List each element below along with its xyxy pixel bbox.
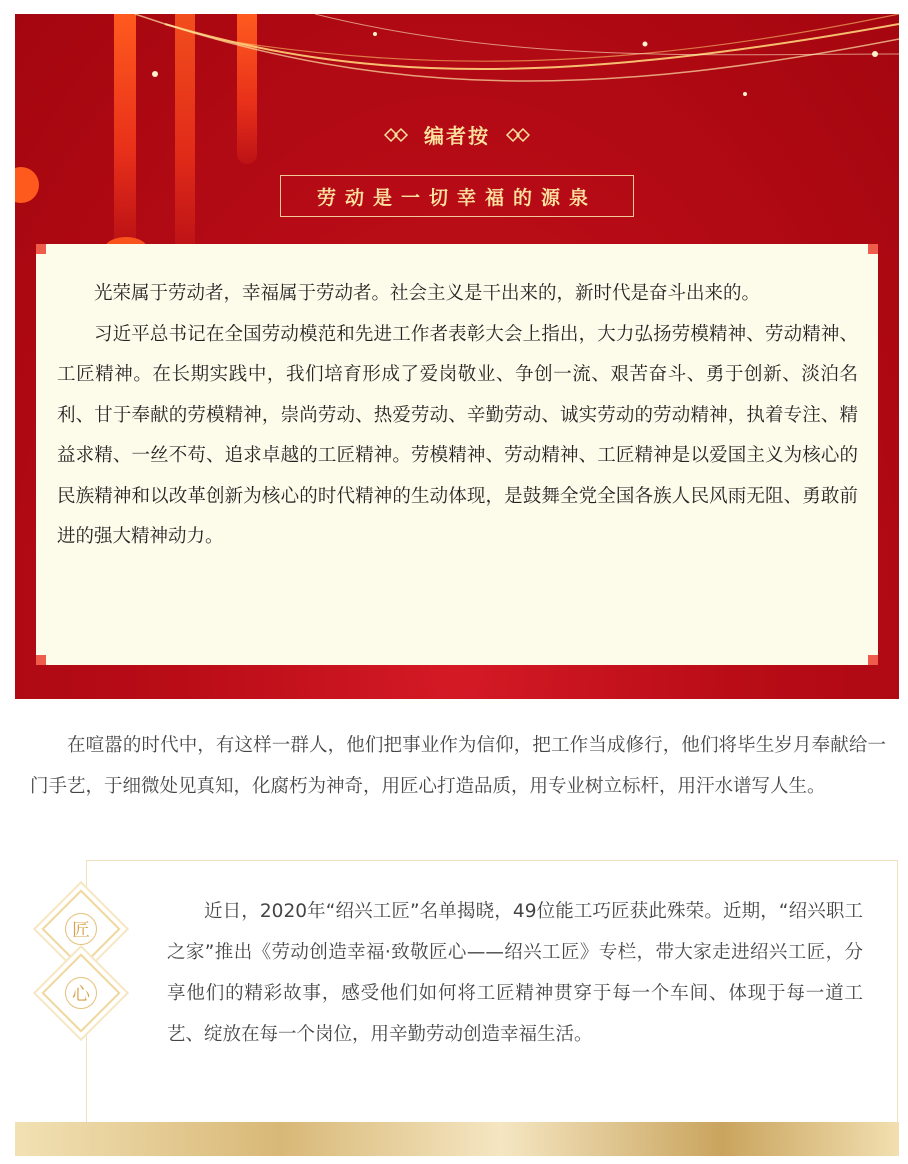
- craftsman-box: [86, 860, 898, 1130]
- header-banner: [15, 14, 899, 699]
- card-corner: [36, 244, 46, 254]
- editor-paragraph: 习近平总书记在全国劳动模范和先进工作者表彰大会上指出，大力弘扬劳模精神、劳动精神、工匠精神。在长期实践中，我们培育形成了爱岗敬业、争创一流、艰苦奋斗、勇于创新、淡泊名利、甘于奉献的劳模精神，崇尚劳动、热爱劳动、辛勤劳动、诚实劳动的劳动精神，执着专注、精益求精、一丝不苟、追求卓越的工匠精神。劳模精神、劳动精神、工匠精神是以爱国主义为核心的民族精神和以改革创新为核心的时代精神的生动体现，是鼓舞全党全国各族人民风雨无阻、勇敢前进的强大精神动力。: [57, 323, 858, 547]
- gold-footer-bar: [15, 1122, 899, 1156]
- intro-paragraph: 在喧嚣的时代中，有这样一群人，他们把事业作为信仰，把工作当成修行，他们将毕生岁月奉献给一门手艺，于细微处见真知，化腐朽为神奇，用匠心打造品质，用专业树立标杆，用汗水谱写人生。: [30, 735, 886, 797]
- decor-gold-waves: [15, 14, 899, 134]
- seal-char: 匠: [65, 913, 97, 945]
- card-corner: [36, 655, 46, 665]
- craftsman-paragraph: 近日，2020年“绍兴工匠”名单揭晓，49位能工巧匠获此殊荣。近期，“绍兴职工之家”推出《劳动创造幸福·致敬匠心——绍兴工匠》专栏，带大家走进绍兴工匠，分享他们的精彩故事，感受他们如何将工匠精神贯穿于每一个车间、体现于每一道工艺、绽放在每一个岗位，用辛勤劳动创造幸福生活。: [167, 901, 863, 1045]
- editor-note-label: 编者按: [424, 124, 490, 148]
- subtitle-box: [280, 175, 634, 217]
- card-corner: [868, 655, 878, 665]
- subtitle-text: 劳动是一切幸福的源泉: [316, 186, 597, 209]
- decor-orb: [15, 167, 39, 203]
- card-corner: [868, 244, 878, 254]
- double-diamond-icon: [384, 127, 410, 143]
- editor-note-card: [36, 244, 878, 665]
- seal-char: 心: [65, 977, 97, 1009]
- double-diamond-icon: [504, 127, 530, 143]
- seal-badge-xin: [39, 951, 123, 1035]
- editor-note-heading: [15, 120, 899, 149]
- editor-paragraph: 光荣属于劳动者，幸福属于劳动者。社会主义是干出来的，新时代是奋斗出来的。: [94, 283, 761, 304]
